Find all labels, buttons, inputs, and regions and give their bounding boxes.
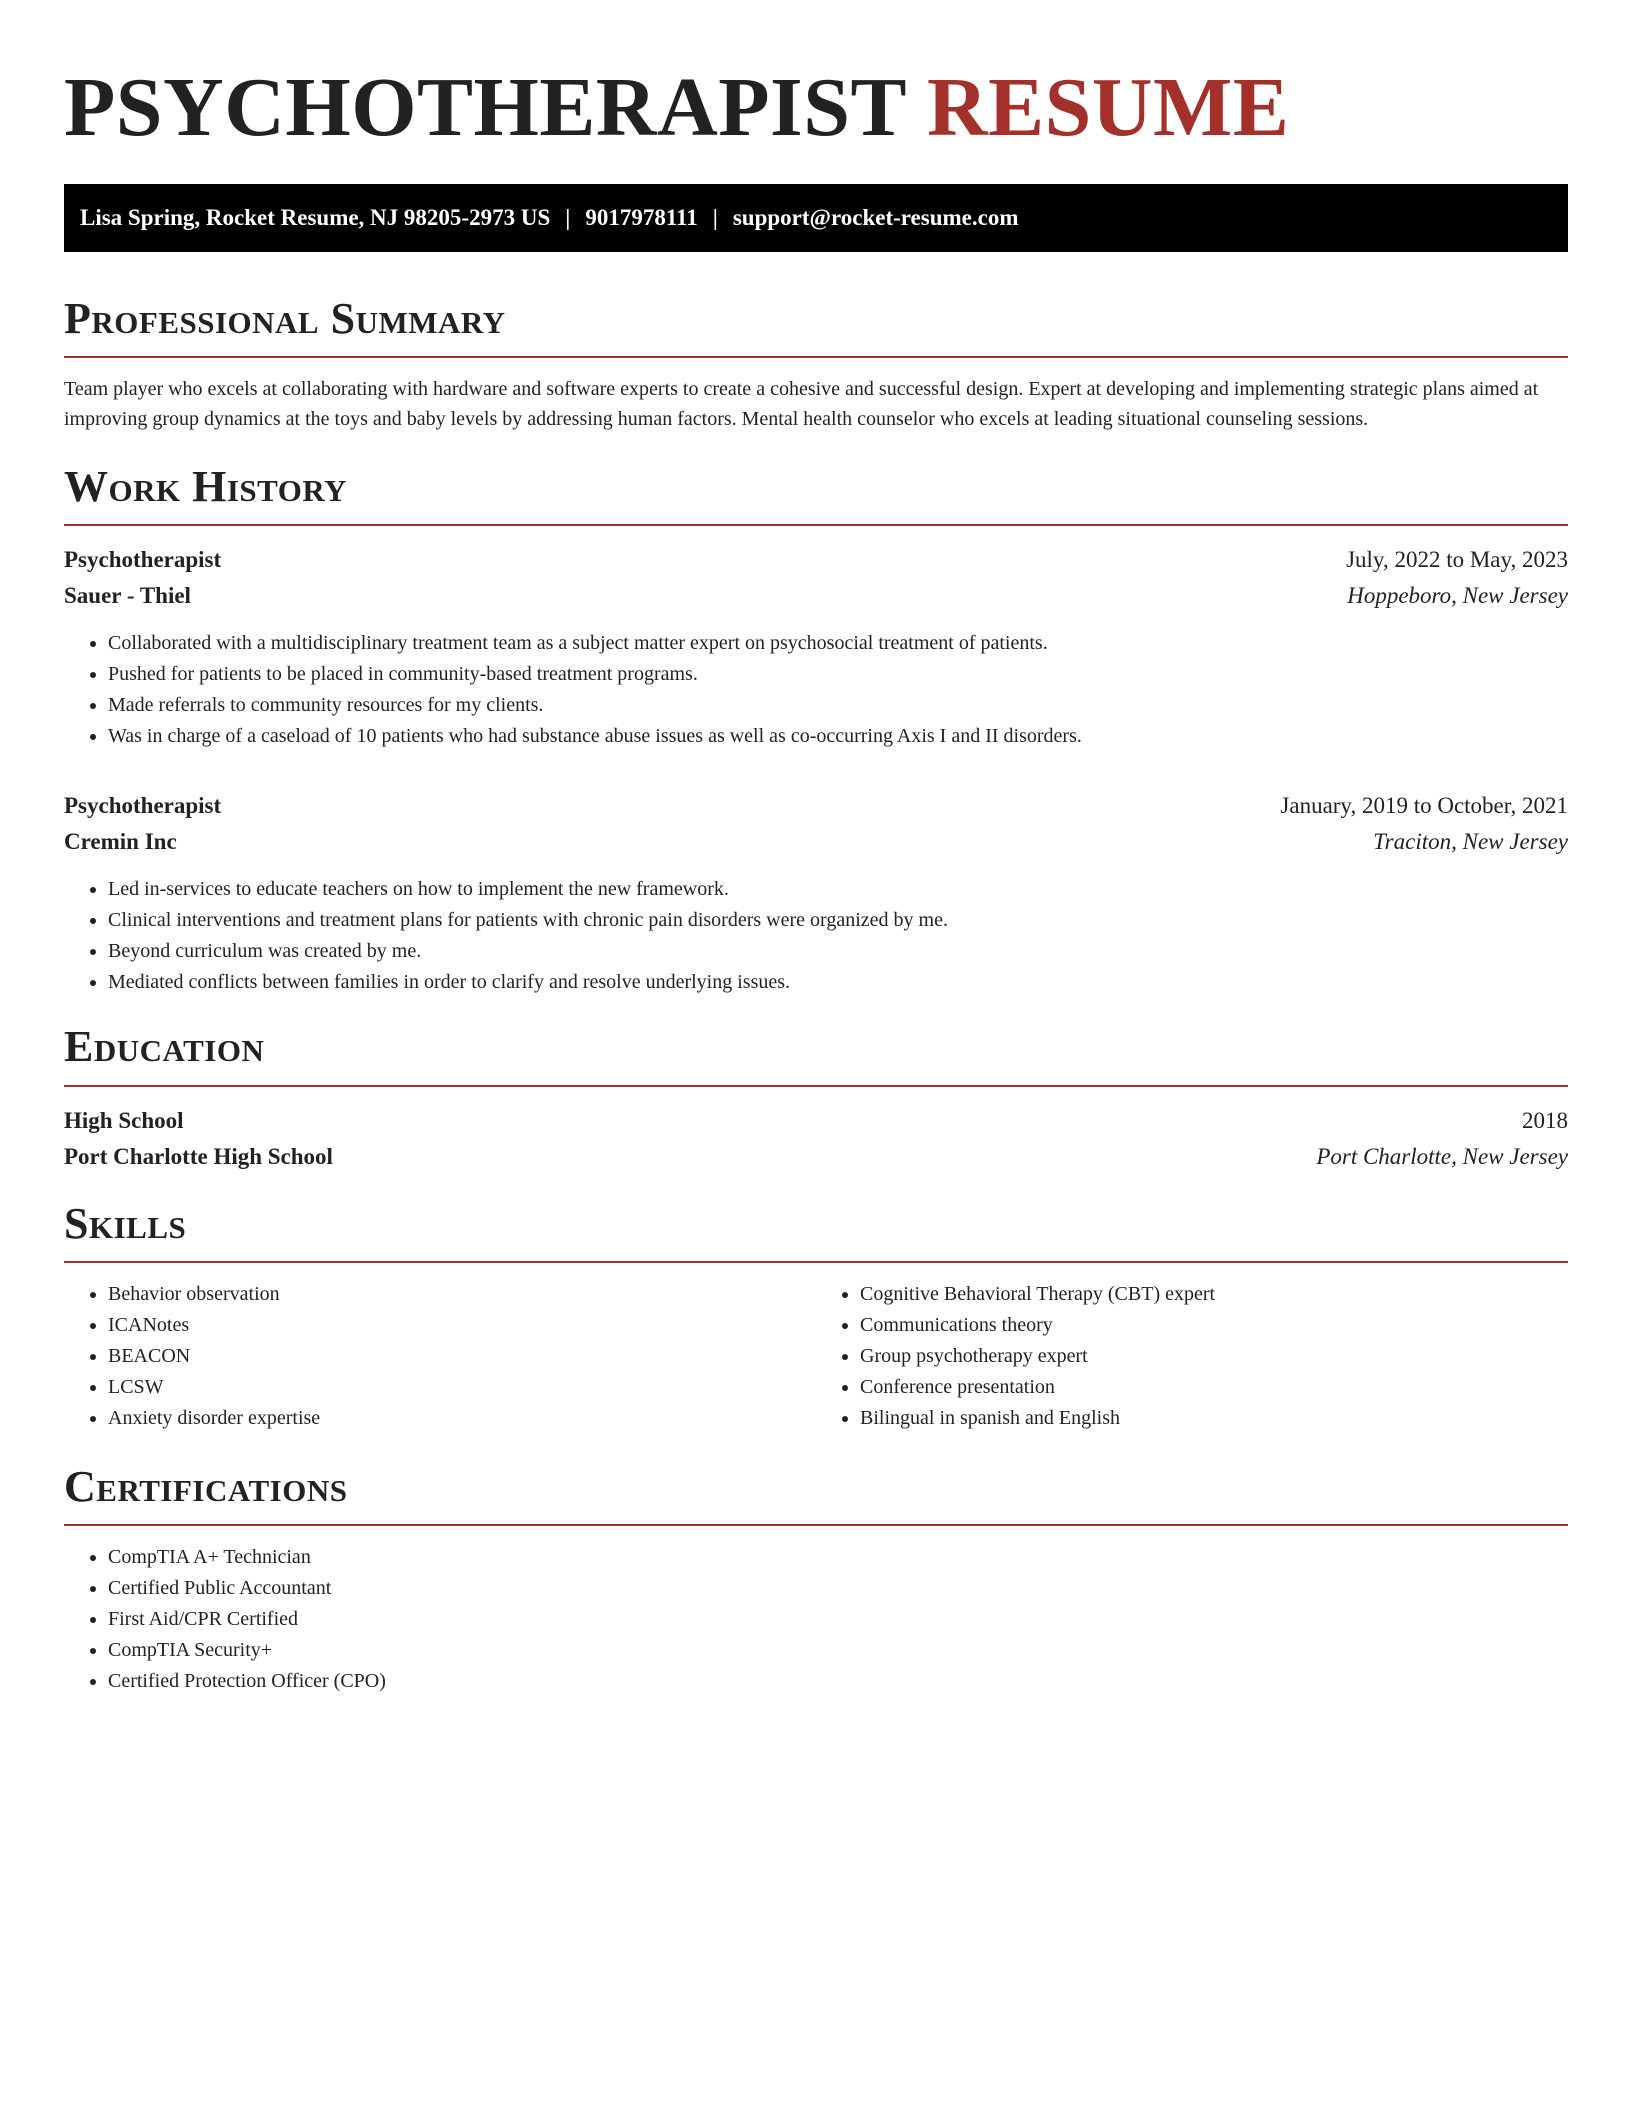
skills-heading: Skills [64,1198,187,1248]
list-item: • Collaborated with a multidisciplinary treatment team as a subject matter expert on psychosocial treatment of patients. [108,628,1568,659]
work-history-heading: Work History [64,462,348,512]
education-location: Port Charlotte, New Jersey [1316,1143,1568,1169]
list-item: • Mediated conflicts between families in order to clarify and resolve underlying issues. [108,967,1568,998]
education-year: 2018 [1522,1107,1568,1133]
resume-title [64,56,1568,154]
education-degree: High School [64,1107,184,1133]
list-item: • Anxiety disorder expertise [108,1403,816,1434]
job-entry [64,788,1568,998]
certifications-list [64,1542,1568,1697]
job-location: Hoppeboro, New Jersey [1347,583,1568,609]
list-item: • BEACON [108,1341,816,1372]
contact-email: support@rocket-resume.com [732,205,1019,230]
title-main: PSYCHOTHERAPIST [64,61,906,154]
section-divider [64,1524,1568,1526]
job-dates: July, 2022 to May, 2023 [1346,547,1568,573]
list-item: • Was in charge of a caseload of 10 patients who had substance abuse issues as well as co-occurring Axis I and II disorders. [108,721,1568,752]
contact-separator: | [712,205,718,230]
skills-list-left [64,1279,816,1434]
job-company: Sauer - Thiel [64,583,191,609]
job-dates: January, 2019 to October, 2021 [1280,793,1568,819]
job-bullets [64,628,1568,752]
list-item: • Made referrals to community resources for my clients. [108,690,1568,721]
list-item: • LCSW [108,1372,816,1403]
summary-heading: Professional Summary [64,294,506,343]
job-title: Psychotherapist [64,547,222,573]
list-item: • ICANotes [108,1310,816,1341]
contact-separator: | [565,205,571,230]
list-item: • Led in-services to educate teachers on how to implement the new framework. [108,874,1568,905]
skills-list-right [816,1279,1568,1434]
list-item: • CompTIA A+ Technician [108,1542,1568,1573]
summary-section [64,296,1568,434]
list-item: • CompTIA Security+ [108,1635,1568,1666]
list-item: • Communications theory [860,1310,1568,1341]
education-entry [64,1103,1568,1175]
job-location: Traciton, New Jersey [1373,829,1568,855]
list-item: • Certified Protection Officer (CPO) [108,1666,1568,1697]
section-divider [64,356,1568,358]
list-item: • First Aid/CPR Certified [108,1604,1568,1635]
education-section [64,1024,1568,1174]
education-heading: Education [64,1022,265,1072]
job-entry [64,542,1568,752]
list-item: • Cognitive Behavioral Therapy (CBT) expert [860,1279,1568,1310]
list-item: • Group psychotherapy expert [860,1341,1568,1372]
list-item: • Certified Public Accountant [108,1573,1568,1604]
list-item: • Beyond curriculum was created by me. [108,936,1568,967]
contact-address: Lisa Spring, Rocket Resume, NJ 98205-2973 US [80,205,551,230]
list-item: • Bilingual in spanish and English [860,1403,1568,1434]
summary-text: Team player who excels at collaborating with hardware and software experts to create a cohesive and successful design. Expert at developing and implementing strategic plans aimed at improving group dynamics at the toys and baby levels by addressing human factors. Mental health counselor who excels at leading situational counseling sessions. [64,378,1539,431]
contact-bar [64,184,1568,252]
section-divider [64,1085,1568,1087]
job-bullets [64,874,1568,998]
work-history-section [64,464,1568,998]
certifications-section [64,1461,1568,1697]
job-company: Cremin Inc [64,829,177,855]
list-item: • Conference presentation [860,1372,1568,1403]
list-item: • Pushed for patients to be placed in community-based treatment programs. [108,659,1568,690]
certifications-heading: Certifications [64,1461,348,1511]
contact-phone: 9017978111 [585,205,698,230]
list-item: • Behavior observation [108,1279,816,1310]
skills-section [64,1198,1568,1434]
section-divider [64,524,1568,526]
section-divider [64,1261,1568,1263]
skills-columns [64,1279,1568,1434]
education-school: Port Charlotte High School [64,1143,333,1169]
list-item: • Clinical interventions and treatment plans for patients with chronic pain disorders were organized by me. [108,905,1568,936]
job-title: Psychotherapist [64,793,222,819]
title-accent: RESUME [926,61,1290,154]
